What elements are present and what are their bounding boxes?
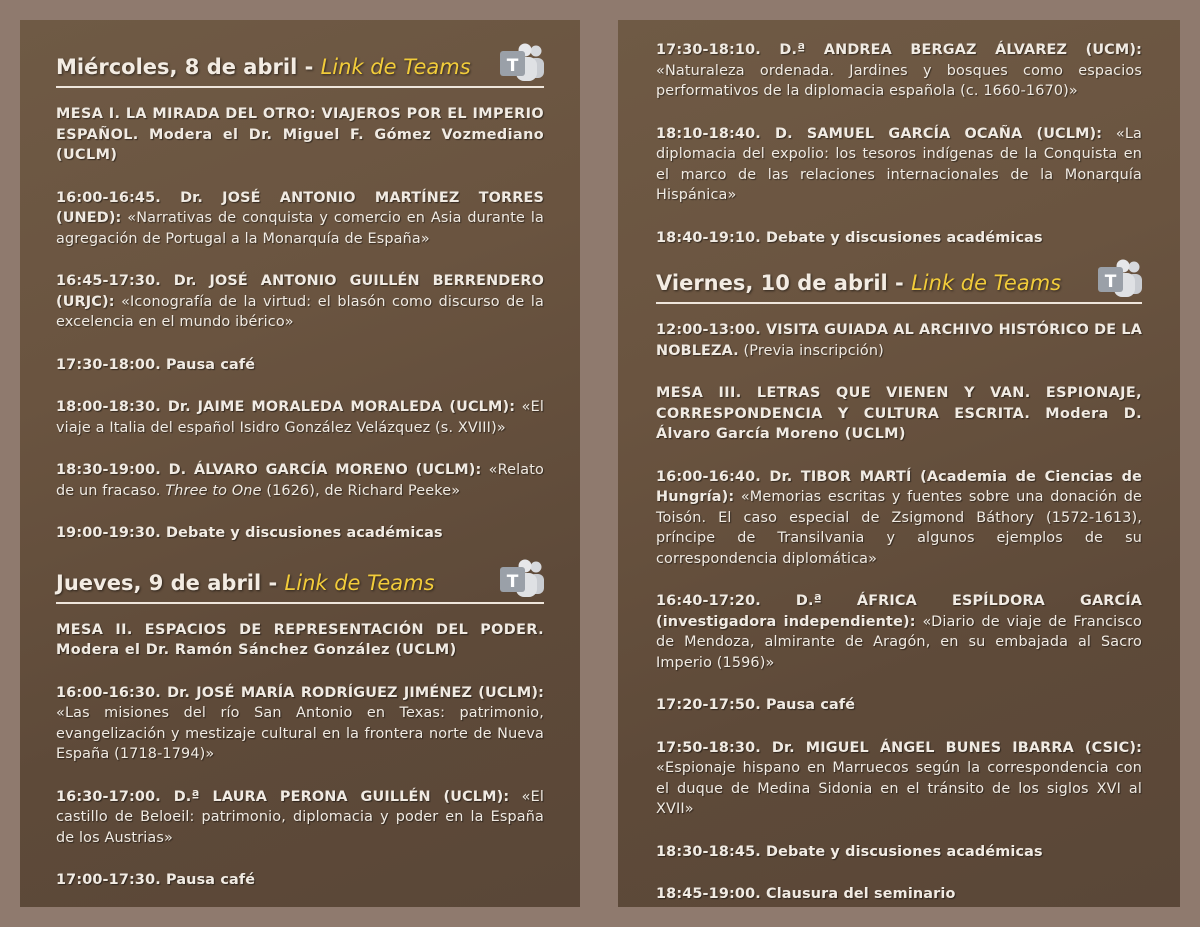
day-header-viernes bbox=[656, 266, 1142, 304]
schedule-item: 17:30-18:00. Pausa café bbox=[56, 356, 256, 373]
day-title: Viernes, 10 de abril - Link de Teams bbox=[656, 271, 1062, 295]
teams-link[interactable]: Link de Teams bbox=[911, 271, 1062, 295]
continued-block bbox=[656, 40, 1142, 248]
schedule-item: 16:00-16:45. Dr. JOSÉ ANTONIO MARTÍNEZ TORRES (UNED): «Narrativas de conquista y comercio en Asia durante la agregación de Portugal a la Monarquía de España» bbox=[56, 189, 544, 247]
schedule-item: 17:20-17:50. Pausa café bbox=[656, 697, 856, 713]
schedule-item: 17:50-18:30. Dr. MIGUEL ÁNGEL BUNES IBARRA (CSIC): «Espionaje hispano en Marruecos según la correspondencia con el duque de Medina Sidonia en el tránsito de los siglos XVI al XVII» bbox=[656, 739, 1142, 817]
right-panel bbox=[618, 20, 1180, 907]
visit-item: 12:00-13:00. VISITA GUIADA AL ARCHIVO HISTÓRICO DE LA NOBLEZA. (Previa inscripción) bbox=[656, 322, 1142, 359]
schedule-item: 19:00-19:30. Debate y discusiones académicas bbox=[56, 525, 443, 541]
schedule-item: 17:00-17:30. Pausa café bbox=[56, 872, 256, 888]
teams-icon[interactable] bbox=[496, 558, 546, 600]
day-header-jueves bbox=[56, 566, 544, 604]
schedule-item: 16:45-17:30. Dr. JOSÉ ANTONIO GUILLÉN BERRENDERO (URJC): «Iconografía de la virtud: el blasón como discurso de la excelencia en el mundo ibérico» bbox=[56, 273, 544, 330]
schedule-item: 18:30-19:00. D. ÁLVARO GARCÍA MORENO (UCLM): «Relato de un fracaso. Three to One (1626), de Richard Peeke» bbox=[56, 462, 544, 499]
schedule-item: 18:30-18:45. Debate y discusiones académicas bbox=[656, 843, 1043, 860]
teams-link[interactable]: Link de Teams bbox=[320, 55, 471, 79]
schedule-item: 16:30-17:00. D.ª LAURA PERONA GUILLÉN (UCLM): «El castillo de Beloeil: patrimonio, diplomacia y poder en la España de los Austrias» bbox=[56, 788, 545, 846]
day-title: Jueves, 9 de abril - Link de Teams bbox=[56, 570, 435, 595]
left-panel bbox=[20, 20, 580, 907]
mesa-title: MESA I. LA MIRADA DEL OTRO: VIAJEROS POR EL IMPERIO ESPAÑOL. Modera el Dr. Miguel F. Gómez Vozmediano (UCLM) bbox=[56, 106, 544, 163]
mesa-title: MESA II. ESPACIOS DE REPRESENTACIÓN DEL PODER. Modera el Dr. Ramón Sánchez González (UCLM) bbox=[56, 621, 544, 658]
schedule-item: 16:00-16:30. Dr. JOSÉ MARÍA RODRÍGUEZ JIMÉNEZ (UCLM): «Las misiones del río San Antonio en Texas: patrimonio, evangelización y mestizaje cultural en la frontera norte de Nueva España (1718-1794)» bbox=[56, 684, 544, 762]
schedule-item: 18:10-18:40. D. SAMUEL GARCÍA OCAÑA (UCLM): «La diplomacia del expolio: los tesoros indígenas de la Conquista en el marco de las relaciones internacionales de la Monarquía Hispánica» bbox=[656, 125, 1142, 203]
day-title: Miércoles, 8 de abril - Link de Teams bbox=[56, 55, 471, 79]
teams-icon[interactable] bbox=[496, 42, 546, 84]
schedule-item: 17:30-18:10. D.ª ANDREA BERGAZ ÁLVAREZ (UCM): «Naturaleza ordenada. Jardines y bosques como espacios performativos de la diplomacia española (c. 1660-1670)» bbox=[656, 42, 1142, 99]
schedule-item: 18:45-19:00. Clausura del seminario bbox=[656, 886, 956, 902]
teams-link[interactable]: Link de Teams bbox=[284, 570, 435, 595]
teams-icon[interactable] bbox=[1094, 258, 1144, 300]
schedule-item: 18:00-18:30. Dr. JAIME MORALEDA MORALEDA (UCLM): «El viaje a Italia del español Isidro González Velázquez (s. XVIII)» bbox=[56, 399, 544, 436]
schedule-item: 16:00-16:40. Dr. TIBOR MARTÍ (Academia de Ciencias de Hungría): «Memorias escritas y fuentes sobre una donación de Toisón. El caso especial de Zsigmond Báthory (1572-1613), príncipe de Transilvania y algunos ejemplos de su correspondencia diplomática» bbox=[656, 468, 1142, 567]
schedule-item: 18:40-19:10. Debate y discusiones académicas bbox=[656, 229, 1043, 246]
mesa-title: MESA III. LETRAS QUE VIENEN Y VAN. ESPIONAJE, CORRESPONDENCIA Y CULTURA ESCRITA. Modera D. Álvaro García Moreno (UCLM) bbox=[656, 385, 1142, 442]
day-header-miercoles bbox=[56, 50, 544, 88]
schedule-item: 16:40-17:20. D.ª ÁFRICA ESPÍLDORA GARCÍA (investigadora independiente): «Diario de viaje de Francisco de Mendoza, almirante de Aragón, en su embajada al Sacro Imperio (1596)» bbox=[656, 593, 1142, 671]
